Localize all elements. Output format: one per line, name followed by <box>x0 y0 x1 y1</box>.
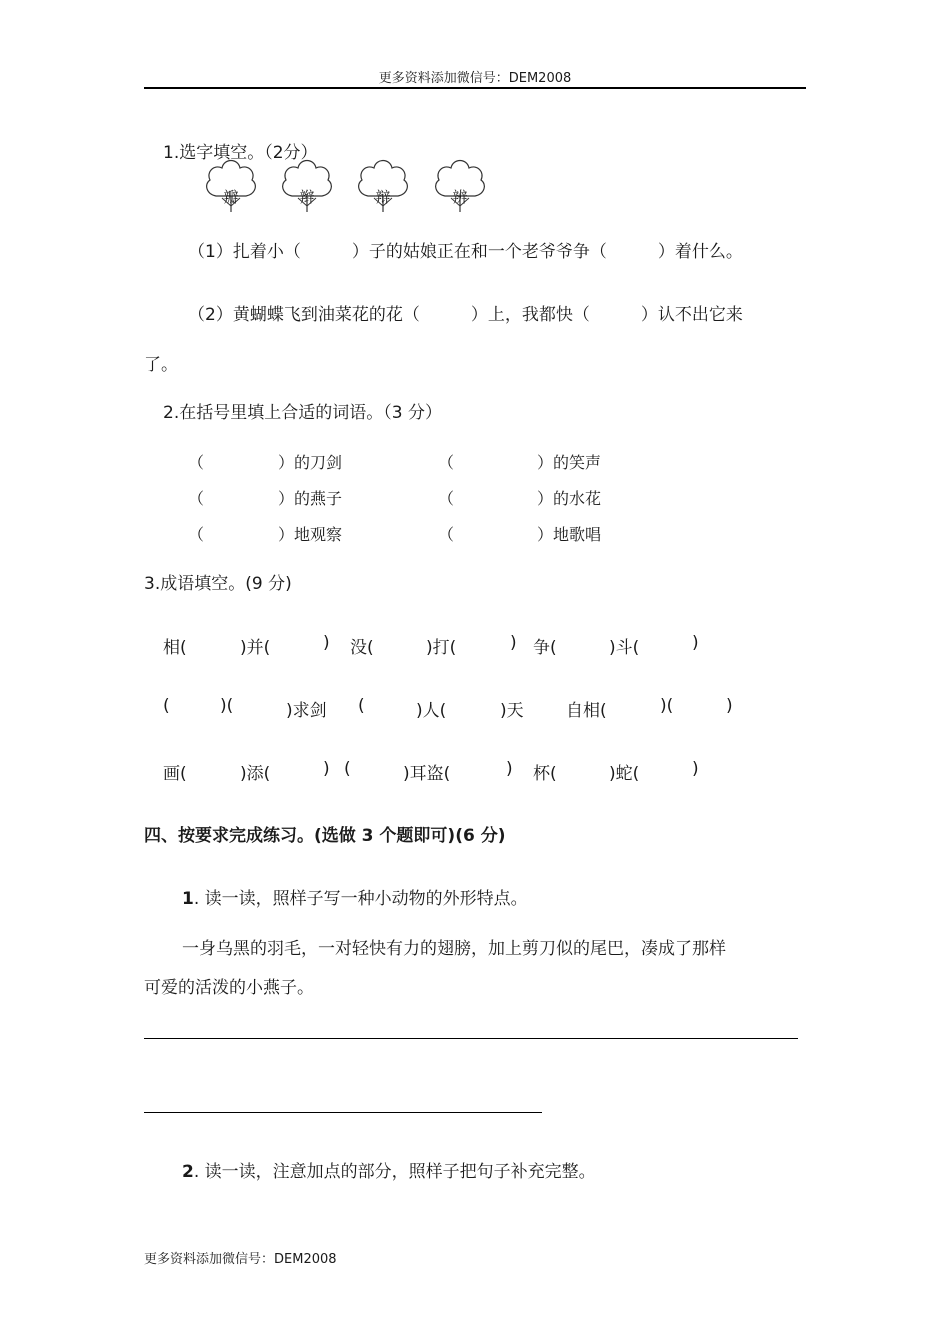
s4-item-1-text: . 读一读，照样子写一种小动物的外形特点。 <box>193 889 528 909</box>
s4-item-2 <box>182 1157 596 1182</box>
idiom-fragment: )求剑 <box>286 701 327 721</box>
idiom-fragment: ) <box>510 633 517 653</box>
idiom-fragment: 相( <box>163 638 187 658</box>
answer-line-1[interactable] <box>144 1038 798 1039</box>
q2-blank-open: （ <box>438 525 455 544</box>
section-4-title: 四、按要求完成练习。(选做 3 个题即可)(6 分) <box>144 826 506 846</box>
q2-phrase: ）地观察 <box>278 525 343 544</box>
q2-title: 2.在括号里填上合适的词语。（3 分） <box>163 403 442 423</box>
q2-blank-open: （ <box>438 453 455 472</box>
idiom-fragment: ( <box>358 696 365 716</box>
idiom-fragment: ( <box>163 696 170 716</box>
q2-blank-open: （ <box>188 489 205 508</box>
flower-choice-4 <box>431 154 489 216</box>
idiom-fragment: )打( <box>426 638 457 658</box>
idiom-fragment: )蛇( <box>609 764 640 784</box>
q2-phrase: ）的水花 <box>537 489 602 508</box>
idiom-fragment: )人( <box>416 701 447 721</box>
q1-title: 1.选字填空。（2分） <box>163 143 318 163</box>
idiom-fragment: ) <box>323 759 330 779</box>
flower-icon <box>354 154 412 216</box>
idiom-fragment: 杯( <box>533 764 557 784</box>
flower-icon <box>202 154 260 216</box>
idiom-fragment: ) <box>323 633 330 653</box>
s4-example-line-2: 可爱的活泼的小燕子。 <box>144 978 314 998</box>
idiom-fragment: )( <box>220 696 234 716</box>
idiom-fragment: ( <box>344 759 351 779</box>
idiom-fragment: )添( <box>240 764 271 784</box>
idiom-fragment: ) <box>506 759 513 779</box>
q2-phrase: ）的刀剑 <box>278 453 343 472</box>
flower-choice-2 <box>278 154 336 216</box>
choice-char: 瓣 <box>223 188 239 206</box>
idiom-fragment: 自相( <box>566 701 607 721</box>
idiom-fragment: 画( <box>163 764 187 784</box>
idiom-fragment: )天 <box>500 701 524 721</box>
idiom-fragment: 争( <box>533 638 557 658</box>
page-header: 更多资料添加微信号：DEM2008 <box>378 71 572 86</box>
q2-phrase: ）的笑声 <box>537 453 602 472</box>
choice-char: 辩 <box>375 188 391 206</box>
idiom-fragment: 没( <box>350 638 374 658</box>
idiom-fragment: ) <box>692 633 699 653</box>
answer-line-2[interactable] <box>144 1112 542 1113</box>
q1-item-2: （2）黄蝴蝶飞到油菜花的花（ ）上，我都快（ ）认不出它来 <box>188 305 743 325</box>
idiom-fragment: )并( <box>240 638 271 658</box>
idiom-fragment: )斗( <box>609 638 640 658</box>
idiom-fragment: ) <box>692 759 699 779</box>
choice-char: 辫 <box>299 188 315 206</box>
idiom-fragment: )( <box>660 696 674 716</box>
header-divider <box>144 87 806 89</box>
s4-item-2-number: 2 <box>182 1162 194 1182</box>
q2-blank-open: （ <box>188 525 205 544</box>
flower-icon <box>278 154 336 216</box>
choice-char: 辨 <box>452 188 468 206</box>
s4-item-2-text: . 读一读，注意加点的部分，照样子把句子补充完整。 <box>193 1162 596 1182</box>
idiom-fragment: ) <box>726 696 733 716</box>
q1-item-1: （1）扎着小（ ）子的姑娘正在和一个老爷爷争（ ）着什么。 <box>188 242 743 262</box>
q3-title: 3.成语填空。(9 分) <box>144 574 292 594</box>
idiom-fragment: )耳盗( <box>403 764 451 784</box>
flower-choice-3 <box>354 154 412 216</box>
q2-phrase: ）的燕子 <box>278 489 343 508</box>
q2-phrase: ）地歌唱 <box>537 525 602 544</box>
q2-blank-open: （ <box>188 453 205 472</box>
q1-item-2-cont: 了。 <box>144 355 178 375</box>
q2-blank-open: （ <box>438 489 455 508</box>
s4-item-1 <box>182 884 528 909</box>
s4-example-line-1: 一身乌黑的羽毛，一对轻快有力的翅膀，加上剪刀似的尾巴，凑成了那样 <box>182 939 726 959</box>
page-footer: 更多资料添加微信号：DEM2008 <box>144 1252 337 1267</box>
flower-choice-1 <box>202 154 260 216</box>
s4-item-1-number: 1 <box>182 889 194 909</box>
flower-icon <box>431 154 489 216</box>
